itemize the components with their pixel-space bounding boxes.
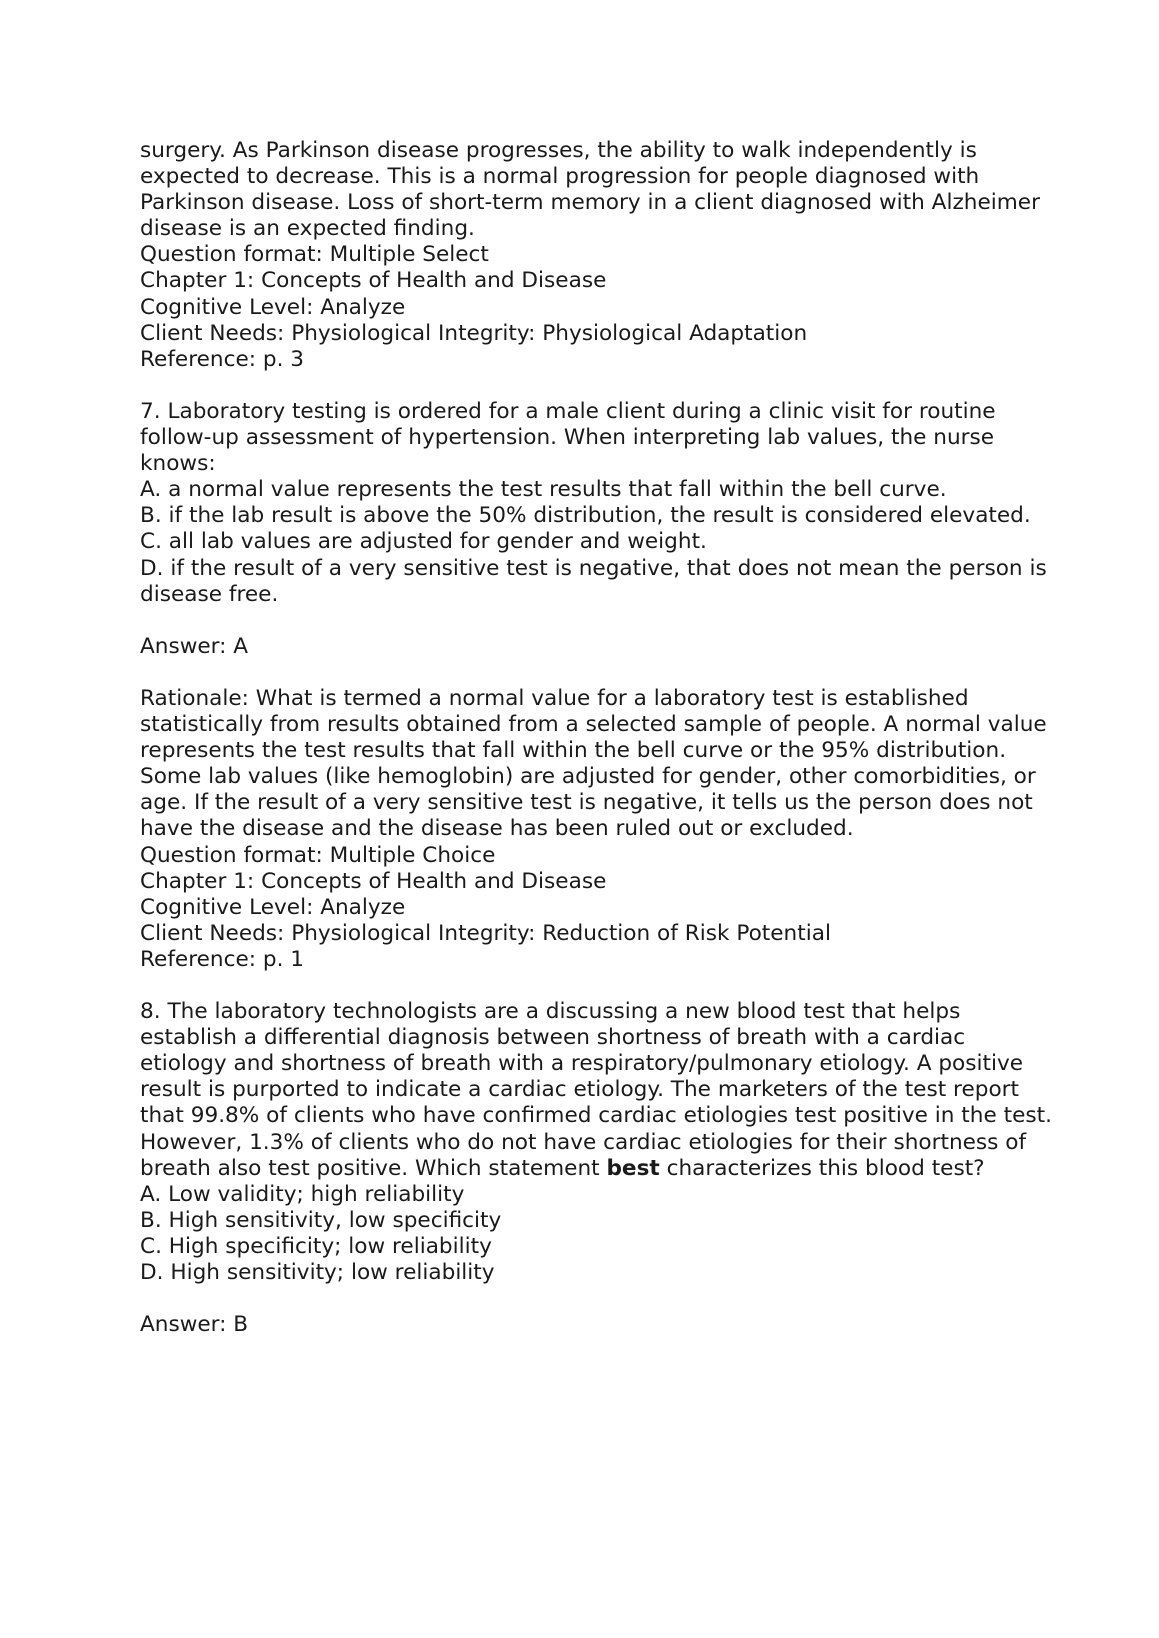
previous-rationale-continuation <box>140 138 1050 242</box>
reference: Reference: p. 1 <box>140 946 305 972</box>
text-line: However, 1.3% of clients who do not have cardiac etiologies for their shortness of <box>140 1129 1027 1155</box>
page-content <box>140 138 1050 1338</box>
question-7-options <box>140 477 1050 607</box>
cognitive-level: Cognitive Level: Analyze <box>140 894 406 920</box>
text-line: follow-up assessment of hypertension. When interpreting lab values, the nurse <box>140 425 995 451</box>
option-d: D. if the result of a very sensitive test is negative, that does not mean the person is <box>140 555 1047 581</box>
question-7-stem <box>140 399 1050 477</box>
question-8-options <box>140 1182 1050 1286</box>
client-needs: Client Needs: Physiological Integrity: Physiological Adaptation <box>140 320 808 346</box>
text-line: statistically from results obtained from a selected sample of people. A normal value <box>140 712 1047 738</box>
text-line: that 99.8% of clients who have confirmed cardiac etiologies test positive in the test. <box>140 1103 1052 1129</box>
client-needs: Client Needs: Physiological Integrity: Reduction of Risk Potential <box>140 920 831 946</box>
option-a: A. Low validity; high reliability <box>140 1181 465 1207</box>
option-b: B. if the lab result is above the 50% distribution, the result is considered elevated. <box>140 503 1031 529</box>
text-line: have the disease and the disease has been ruled out or excluded. <box>140 816 854 842</box>
question-7-metadata <box>140 843 1050 973</box>
option-c: C. all lab values are adjusted for gender and weight. <box>140 529 707 555</box>
text-line: age. If the result of a very sensitive test is negative, it tells us the person does not <box>140 790 1033 816</box>
question-8-answer: Answer: B <box>140 1312 249 1338</box>
text-line <box>140 1156 1050 1182</box>
option-d-continued: disease free. <box>140 581 279 607</box>
text-line: result is purported to indicate a cardiac etiology. The marketers of the test report <box>140 1077 1019 1103</box>
text-line: 8. The laboratory technologists are a discussing a new blood test that helps <box>140 999 961 1025</box>
option-a: A. a normal value represents the test results that fall within the bell curve. <box>140 477 947 503</box>
option-b: B. High sensitivity, low specificity <box>140 1207 502 1233</box>
text-line: establish a differential diagnosis between shortness of breath with a cardiac <box>140 1025 966 1051</box>
option-d: D. High sensitivity; low reliability <box>140 1260 495 1286</box>
question-7-answer: Answer: A <box>140 633 249 659</box>
stem-text: characterizes this blood test? <box>659 1155 985 1181</box>
text-line: expected to decrease. This is a normal progression for people diagnosed with <box>140 164 980 190</box>
text-line: Some lab values (like hemoglobin) are adjusted for gender, other comorbidities, or <box>140 764 1036 790</box>
chapter: Chapter 1: Concepts of Health and Disease <box>140 868 607 894</box>
question-7-rationale <box>140 686 1050 843</box>
option-c: C. High specificity; low reliability <box>140 1233 492 1259</box>
text-line: disease is an expected finding. <box>140 216 475 242</box>
chapter: Chapter 1: Concepts of Health and Disease <box>140 268 607 294</box>
reference: Reference: p. 3 <box>140 346 305 372</box>
text-line: 7. Laboratory testing is ordered for a male client during a clinic visit for routine <box>140 398 996 424</box>
text-line: knows: <box>140 451 216 477</box>
text-line: surgery. As Parkinson disease progresses, the ability to walk independently is <box>140 138 977 163</box>
text-line: Rationale: What is termed a normal value for a laboratory test is established <box>140 685 969 711</box>
emphasis-best: best <box>606 1155 660 1181</box>
cognitive-level: Cognitive Level: Analyze <box>140 294 406 320</box>
text-line: Parkinson disease. Loss of short-term memory in a client diagnosed with Alzheimer <box>140 190 1040 216</box>
question-8-stem <box>140 999 1050 1182</box>
question-format: Question format: Multiple Choice <box>140 842 496 868</box>
text-line: etiology and shortness of breath with a respiratory/pulmonary etiology. A positive <box>140 1051 1024 1077</box>
stem-text: breath also test positive. Which statement <box>140 1155 607 1181</box>
question-format: Question format: Multiple Select <box>140 242 489 268</box>
question-6-metadata <box>140 242 1050 372</box>
text-line: represents the test results that fall within the bell curve or the 95% distribution. <box>140 738 1007 764</box>
